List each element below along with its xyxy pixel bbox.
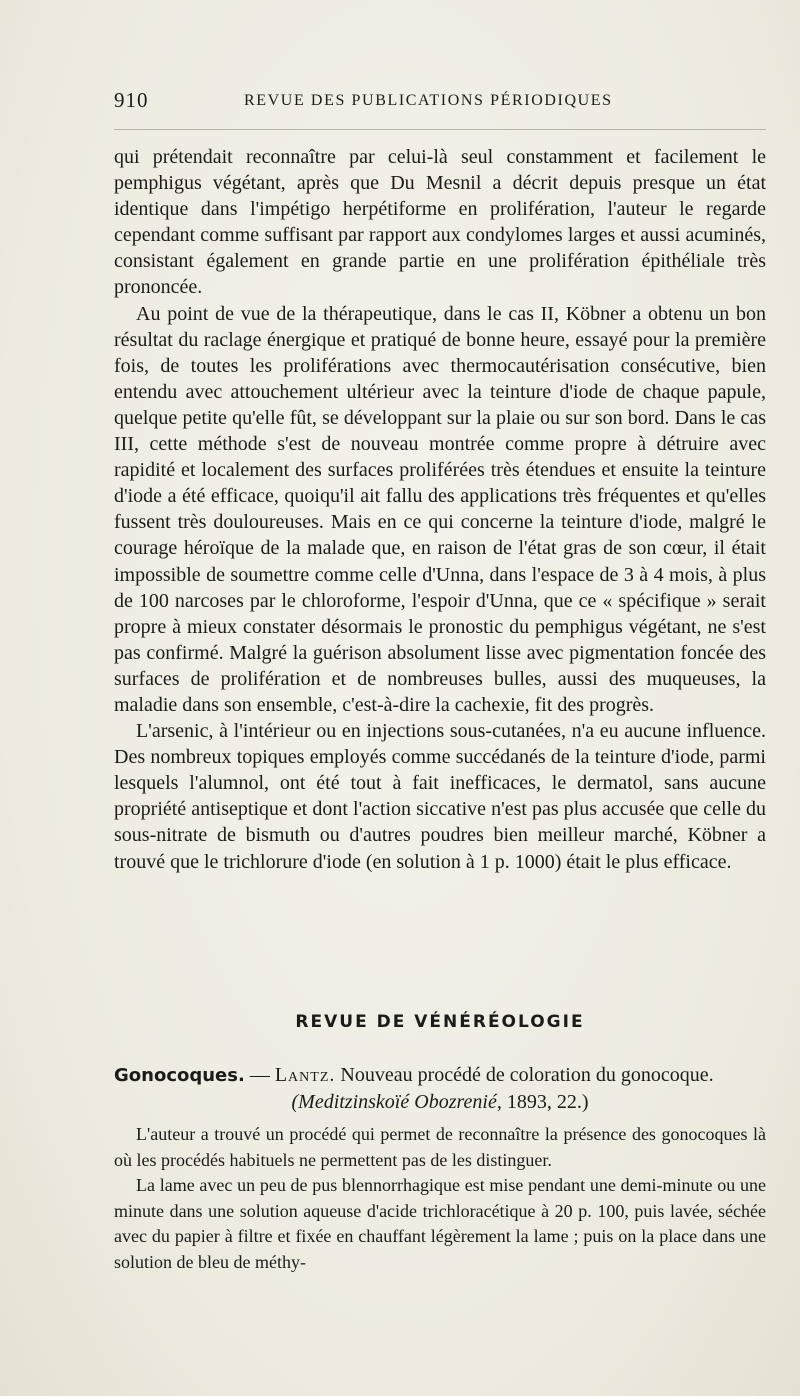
article-author: Lantz.: [274, 1064, 336, 1086]
article-paragraph-2: La lame avec un peu de pus blennorrhagique est mise pendant une demi-minute ou une minute dans une solution aqueuse d'acide trichloracétique à 20 p. 100, puis lavée, séchée avec du papier à filtre et fixée en chauffant légèrement la lame ; puis on la place dans une solution de bleu de méthy-: [114, 1175, 766, 1272]
citation-journal: (Meditzinskoïé Obozrenié,: [291, 1091, 502, 1113]
citation-rest: 1893, 22.): [501, 1091, 589, 1113]
paragraph-2: Au point de vue de la thérapeutique, dans le cas II, Köbner a obtenu un bon résultat du raclage énergique et pratiqué de bonne heure, essayé pour la première fois, de toutes les proliférations avec thermocautérisation consécutive, bien entendu avec attouchement ultérieur avec la teinture d'iode de chaque papule, quelque petite qu'elle fût, se développant sur la plaie ou sur son bord. Dans le cas III, cette méthode s'est de nouveau montrée comme propre à détruire avec rapidité et localement des surfaces proliférées très étendues et ensuite la teinture d'iode a été efficace, quoiqu'il ait fallu des applications très fréquentes et qu'elles fussent très douloureuses. Mais en ce qui concerne la teinture d'iode, malgré le courage héroïque de la malade que, en raison de l'état gras de son cœur, il était impossible de soumettre comme celle d'Unna, dans l'espace de 3 à 4 mois, à plus de 100 narcoses par le chloroforme, l'espoir d'Unna, que ce « spécifique » serait propre à mieux constater désormais le pronostic du pemphigus végétant, ne s'est pas confirmé. Malgré la guérison absolument lisse avec pigmentation foncée des surfaces de prolifération et de nombreuses bulles, aussi des muqueuses, la maladie dans son ensemble, c'est-à-dire la cachexie, fit des progrès.: [114, 302, 766, 716]
paragraph-1: qui prétendait reconnaître par celui-là seul constamment et facilement le pemphigus végétant, après que Du Mesnil a décrit depuis presque un état identique dans l'impétigo herpétiforme en prolifération, l'auteur le regarde cependant comme suffisant par rapport aux condylomes larges et aussi acuminés, consistant également en grande partie en une prolifération épithéliale très prononcée.: [114, 146, 766, 299]
article-heading: [114, 1062, 766, 1115]
article-citation: [114, 1089, 766, 1115]
article-paragraph-1: L'auteur a trouvé un procédé qui permet de reconnaître la présence des gonocoques là où les procédés habituels ne permettent pas de les distinguer.: [114, 1124, 766, 1170]
article-title-line: [114, 1062, 766, 1089]
running-title: REVUE DES PUBLICATIONS PÉRIODIQUES: [244, 92, 613, 109]
section-heading: REVUE DE VÉNÉRÉOLOGIE: [295, 1012, 585, 1032]
article-body: [114, 1122, 766, 1275]
header-rule: [114, 129, 766, 130]
paragraph-3: L'arsenic, à l'intérieur ou en injections sous-cutanées, n'a eu aucune influence. Des nombreux topiques employés comme succédanés de la teinture d'iode, parmi lesquels l'alumnol, ont été tout à fait inefficaces, le dermatol, sans aucune propriété antiseptique et dont l'action siccative n'est pas plus accusée que celle du sous-nitrate de bismuth ou d'autres poudres bien meilleur marché, Köbner a trouvé que le trichlorure d'iode (en solution à 1 p. 1000) était le plus efficace.: [114, 720, 766, 873]
main-text: [114, 144, 766, 875]
article-keyword: Gonocoques.: [114, 1065, 245, 1086]
article-title: Nouveau procédé de coloration du gonocoque.: [335, 1064, 714, 1086]
article-dash: —: [244, 1064, 275, 1086]
page-number: 910: [114, 88, 149, 112]
page-header: [114, 88, 766, 118]
